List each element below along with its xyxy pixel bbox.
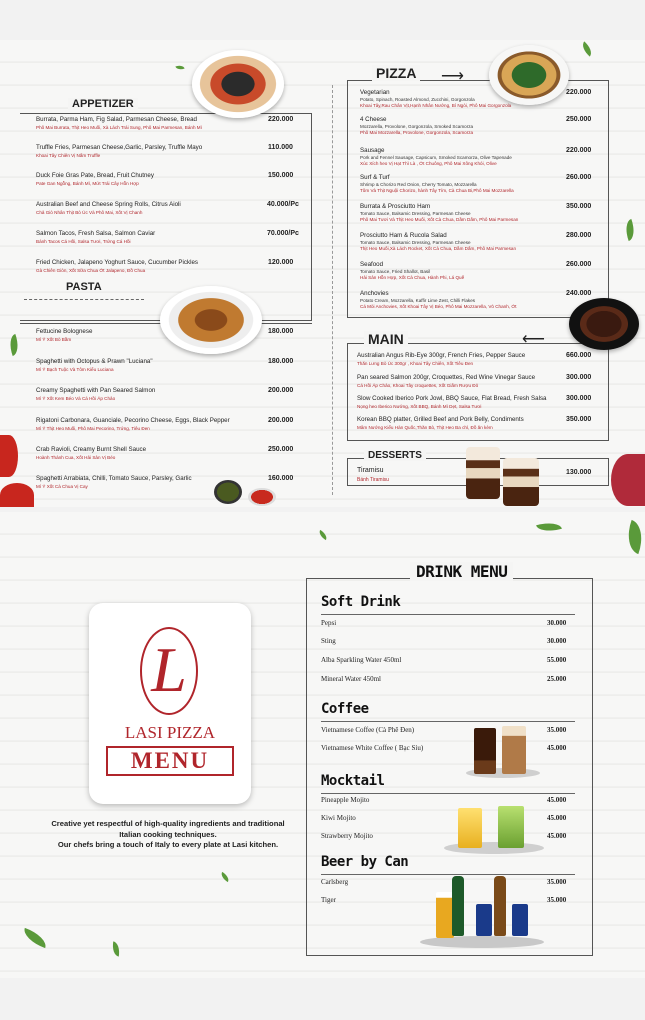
drink-item-price: 30.000 [547, 637, 567, 645]
drink-group-divider [321, 793, 575, 794]
pizza-section [347, 65, 609, 318]
drink-group-divider [321, 721, 575, 722]
drink-item-name: Vietnamese Coffee (Cà Phê Đen) [321, 726, 415, 734]
drink-item-name: Pineapple Mojito [321, 796, 370, 804]
item-translation: Hải Sản Hỗn Hợp, Xốt Cà Chua, Hành Phi, Lá Quế [360, 275, 465, 280]
item-price: 200.000 [268, 417, 294, 424]
food-menu-page [0, 40, 645, 507]
drink-item-name: Vietnamese White Coffee ( Bạc Sỉu) [321, 744, 424, 752]
item-name: Spaghetti with Octopus & Prawn "Luciana" [36, 358, 153, 365]
item-translation: Bánh Tiramisu [357, 477, 389, 483]
item-price: 120.000 [268, 259, 294, 266]
tiramisu-cup-image [503, 458, 539, 506]
item-translation: Cá Hồi Áp Chảo, Khoai Tây croquettes, Xốt Giấm Rượu Đỏ [357, 383, 479, 388]
item-name: Crab Ravioli, Creamy Burnt Shell Sauce [36, 446, 147, 453]
item-price: 280.000 [566, 232, 592, 239]
item-name: Anchovies [360, 290, 389, 297]
leaf-decoration [21, 928, 50, 948]
drink-item-price: 45.000 [547, 832, 567, 840]
item-name: Fried Chicken, Jalapeno Yoghurt Sauce, Cucumber Pickles [36, 259, 198, 266]
item-price: 110.000 [268, 144, 293, 151]
item-name: Korean BBQ platter, Grilled Beef and Pork Belly, Condiments [357, 416, 524, 423]
drink-item-price: 45.000 [547, 744, 567, 752]
item-description: Potato Cream, Mozzarella, Kaffir Lime Zest, Chilli Flakes [360, 298, 476, 303]
appetizer-title: APPETIZER [68, 98, 138, 110]
item-translation: Mì Ý Xốt Bò Bằm [36, 337, 72, 342]
item-description: Tomato Sauce, Balsamic Dressing, Parmesan Cheese [360, 211, 471, 216]
item-name: Duck Foie Gras Pate, Bread, Fruit Chutney [36, 172, 154, 179]
item-name: Australian Beef and Cheese Spring Rolls, Citrus Aioli [36, 201, 181, 208]
drink-group-title: Beer by Can [321, 854, 409, 870]
item-translation: Xúc Xích heo Vị Hạt Thì Là , Ớt Chuông, Phô Mai Xông Khói, Olive [360, 161, 497, 166]
item-name: Surf & Turf [360, 174, 390, 181]
item-name: Creamy Spaghetti with Pan Seared Salmon [36, 387, 156, 394]
drink-item-name: Alba Sparkling Water 450ml [321, 656, 402, 664]
item-translation: Phô Mai Tươi Và Thịt Heo Muối, Xốt Cà Chua, Dầm Dấm, Phô Mai Parmesan [360, 217, 519, 222]
drink-group-divider [321, 614, 575, 615]
bruschetta-plate-image [192, 50, 284, 118]
item-translation: Bánh Tacos Cá Hồi, Salsa Tươi, Trứng Cá Hồi [36, 239, 131, 244]
drink-item-price: 45.000 [547, 814, 567, 822]
drink-item-price: 55.000 [547, 656, 567, 664]
leaf-decoration [219, 872, 231, 882]
item-price: 260.000 [566, 261, 592, 268]
item-price: 300.000 [566, 395, 592, 402]
drink-menu-page [0, 512, 645, 978]
item-name: Salmon Tacos, Fresh Salsa, Salmon Caviar [36, 230, 156, 237]
item-price: 40.000/Pc [267, 201, 299, 208]
monogram-logo: L [140, 627, 198, 715]
drink-item-name: Kiwi Mojito [321, 814, 356, 822]
pizza-title: PIZZA [372, 65, 420, 81]
item-name: Fettucine Bolognese [36, 328, 93, 335]
herb-decoration [622, 219, 638, 241]
item-price: 350.000 [566, 203, 592, 210]
leaf-decoration [317, 530, 329, 540]
pasta-title: PASTA [66, 281, 102, 293]
item-translation: Tôm Và Thịt Nguội Chorizo, hành Tây Tím, Cà Chua Bi,Phô Mai Mozzarella [360, 188, 514, 193]
desserts-title: DESSERTS [364, 450, 426, 461]
item-price: 160.000 [268, 475, 294, 482]
drink-group-title: Soft Drink [321, 594, 401, 610]
leaf-decoration [621, 520, 645, 554]
brand-menu-label: MENU [106, 746, 234, 776]
item-description: Tomato Sauce, Fried Shallot, Basil [360, 269, 431, 274]
item-translation: Chả Giò Nhân Thịt Bò Úc Và Phô Mai, Xốt Vị Chanh [36, 210, 143, 215]
item-price: 260.000 [566, 174, 592, 181]
item-translation: Phô Mai Burrata, Thịt Heo Muối, Xà Lách Trái Sung, Phô Mai Parmesan, Bánh Mì [36, 125, 202, 130]
item-translation: Hoành Thánh Cua, Xốt Hải Sản Vị Béo [36, 455, 116, 460]
item-description: Pork and Fennel Sausage, Capsicum, Smoked Scamorza, Olive Tapenade [360, 155, 512, 160]
item-translation: Khoai Tây,Rau Chân Vịt,Hạnh Nhân Nướng, Bí Ngòi, Phô Mai Gorgonzola [360, 103, 512, 108]
drink-group-title: Coffee [321, 701, 369, 717]
pasta-section [20, 281, 312, 497]
item-price: 180.000 [268, 358, 294, 365]
tagline-line: Our chefs bring a touch of Italy to every plate at Lasi kitchen. [57, 840, 279, 849]
item-translation: Phô Mai Mozzarella, Provolone, Gorgonzola, Scamorza [360, 130, 474, 135]
divider [24, 299, 144, 300]
item-name: Seafood [360, 261, 384, 268]
drink-item-price: 35.000 [547, 878, 567, 886]
drink-item-name: Sting [321, 637, 336, 645]
arrow-icon: ⟶ [441, 68, 464, 85]
item-description: Shrimp & Chorizo Red Onion, Cherry Tomato, Mozzarella [360, 182, 477, 187]
item-price: 130.000 [566, 469, 592, 476]
tagline [20, 819, 316, 851]
meat-decoration [611, 454, 645, 506]
leaf-decoration [175, 64, 184, 71]
item-name: Vegetarian [360, 89, 390, 96]
item-name: Tiramisu [357, 467, 384, 474]
item-name: Sausage [360, 147, 385, 154]
brand-card [89, 603, 251, 804]
item-price: 180.000 [268, 328, 294, 335]
leaf-decoration [579, 41, 595, 56]
tagline-line: Italian cooking techniques. [119, 829, 217, 839]
drink-item-price: 30.000 [547, 619, 567, 627]
item-name: Burrata, Parma Ham, Fig Salad, Parmesan Cheese, Bread [36, 116, 197, 123]
item-price: 250.000 [566, 116, 592, 123]
item-description: Mozzarella, Provolone, Gorgonzola, Smoked Scamorza [360, 124, 474, 129]
tomato-decoration [0, 435, 18, 477]
sauce-bowl-decoration [214, 480, 242, 504]
steak-image [569, 298, 639, 350]
item-name: Slow Cooked Iberico Pork Jowl, BBQ Sauce, Flat Bread, Fresh Salsa [357, 395, 547, 402]
tomato-decoration [0, 483, 34, 507]
drink-item-name: Tiger [321, 896, 336, 904]
item-name: Pan seared Salmon 200gr, Croquettes, Red Wine Vinegar Sauce [357, 374, 536, 381]
item-translation: Mì Ý Xốt Kem Béo Và Cá Hồi Áp Chảo [36, 396, 116, 401]
arrow-icon: ⟵ [522, 331, 545, 348]
item-translation: Mì Ý Xốt Cà Chua Vị Cay [36, 484, 88, 489]
drink-item-name: Strawberry Mojito [321, 832, 373, 840]
item-name: Australian Angus Rib-Eye 300gr, French Fries, Pepper Sauce [357, 352, 526, 359]
item-description: Tomato Sauce, Balsamic Dressing, Parmesan Cheese [360, 240, 471, 245]
drink-group-title: Mocktail [321, 773, 385, 789]
item-translation: Thăn Lưng Bò Úc 300gr , Khoai Tây Chiên, Xốt Tiêu Đen [357, 361, 474, 366]
item-translation: Mì Ý Thịt Heo Muối, Phô Mai Pecorino, Trứng, Tiêu Đen [36, 426, 150, 431]
item-translation: Mâm Nướng Kiểu Hàn Quốc,Thăn Bò, Thịt Heo Ba chỉ, Đồ ăn kèm [357, 425, 493, 430]
item-name: Rigatoni Carbonara, Guanciale, Pecorino Cheese, Eggs, Black Pepper [36, 417, 230, 424]
item-name: Spaghetti Arrabiata, Chilli, Tomato Sauce, Parsley, Garlic [36, 475, 192, 482]
item-price: 220.000 [268, 116, 294, 123]
column-divider [332, 85, 333, 495]
drink-item-price: 45.000 [547, 796, 567, 804]
item-name: Truffle Fries, Parmesan Cheese,Garlic, Parsley, Truffle Mayo [36, 144, 203, 151]
item-price: 660.000 [566, 352, 592, 359]
item-price: 70.000/Pc [267, 230, 299, 237]
drink-item-name: Carlsberg [321, 878, 349, 886]
leaf-decoration [536, 519, 562, 535]
drink-item-price: 35.000 [547, 896, 567, 904]
tagline-line: Creative yet respectful of high-quality ingredients and traditional [51, 819, 285, 828]
drink-menu-title: DRINK MENU [410, 562, 513, 581]
item-price: 250.000 [268, 446, 294, 453]
item-name: Burrata & Prosciutto Ham [360, 203, 431, 210]
item-name: 4 Cheese [360, 116, 387, 123]
tiramisu-cup-image [466, 447, 500, 499]
drink-item-name: Pepsi [321, 619, 337, 627]
beer-image [418, 874, 546, 948]
appetizer-section [20, 98, 312, 321]
leaf-decoration [111, 941, 121, 956]
drink-item-price: 35.000 [547, 726, 567, 734]
item-price: 220.000 [566, 89, 592, 96]
item-price: 240.000 [566, 290, 592, 297]
item-price: 350.000 [566, 416, 592, 423]
coffee-glasses-image [458, 724, 548, 784]
item-translation: Cá Mòi Anchovies, Xốt Khoai Tây Vị Béo, Phô Mai Mozzarella, Vỏ Chanh, Ớt [360, 304, 517, 309]
drink-item-name: Mineral Water 450ml [321, 675, 381, 683]
item-price: 220.000 [566, 147, 592, 154]
item-translation: Thịt Heo Muối,Xà Lách Rocket, Xốt Cà Chua, Dầm Dấm, Phô Mai Parmesan [360, 246, 516, 251]
item-description: Potato, Spinach, Roasted Almond, Zucchini, Gorgonzola [360, 97, 475, 102]
item-translation: Pate Gan Ngỗng, Bánh Mì, Mứt Trái Cây Hỗn Hợp [36, 181, 139, 186]
sauce-bowl-decoration [248, 488, 276, 506]
item-name: Prosciutto Ham & Rucola Salad [360, 232, 447, 239]
main-section [347, 331, 609, 441]
pasta-plate-image [160, 286, 262, 354]
drink-item-price: 25.000 [547, 675, 567, 683]
pizza-image [489, 45, 569, 105]
brand-name: LASI PIZZA [124, 723, 216, 742]
item-translation: Khoai Tây Chiên Vị Nấm Truffle [36, 153, 101, 158]
item-price: 150.000 [268, 172, 294, 179]
item-price: 300.000 [566, 374, 592, 381]
item-translation: Mì Ý Bạch Tuộc Và Tôm Kiểu Luciana [36, 367, 114, 372]
item-translation: Nọng heo Iberico Nướng, Xốt BBQ, Bánh Mì Dẹt, Salsa Tươi [357, 404, 482, 409]
main-title: MAIN [364, 331, 408, 347]
mocktail-glasses-image [440, 798, 546, 858]
item-translation: Gà Chiên Giòn, Xốt Sữa Chua Ớt Jalapeno, Đồ Chua [36, 268, 146, 273]
item-price: 200.000 [268, 387, 294, 394]
